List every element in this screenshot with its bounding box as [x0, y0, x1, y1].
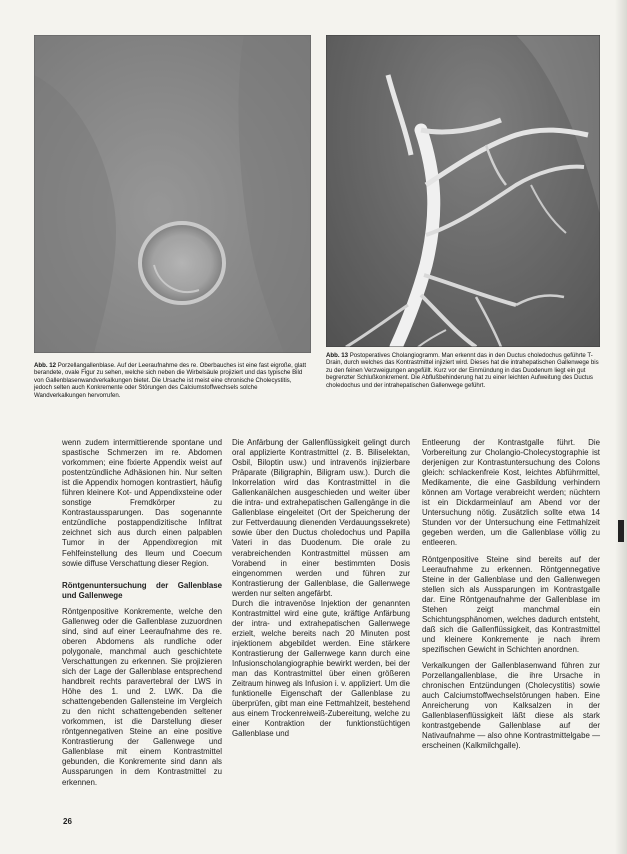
figure-13-caption-text: Postoperatives Cholangiogramm. Man erkennt das in den Ductus choledochus geführte T-Drain, durch welches das Kontrastmittel injiziert wird. Dieses hat die intrahepatischen Gallenwege bis zu den feinen Verzweigungen angefüllt. Kurz vor der Einmündung in das Duodenum liegt ein gut begrenzter Schlußkonkrement. Die Abflußbehinderung hat zu einer leichten Aufweitung des Ductus choledochus und der intrahepatischen Gallenwege geführt. — [326, 352, 599, 389]
figure-12-caption-text: Porzellangallenblase. Auf der Leeraufnahme des re. Oberbauches ist eine fast eigroße, glatt berandete, ovale Figur zu sehen, welche sich neben die Wirbelsäule projiziert und das typische Bild von Gallenblasenwandverkalkungen bietet. Die Ursache ist meist eine chronische Cholecystitis, jedoch selten auch Konkremente oder Störungen des Calciumstoffwechsels solche Wandverkalkungen hervorrufen. — [34, 362, 307, 399]
paragraph: Röntgenpositive Konkremente, welche den Gallenweg oder die Gallenblase zuzuordnen sind, sind auf einer Leeraufnahme des re. oberen Abdomens als rundliche oder polygonale, manchmal auch geschichtete Verschattungen zu erkennen. Sie projizieren sich der Lage der Gallenblase entsprechend handbreit rechts paravertebral der LWS in Höhe des 1. und 2. LWK. Da die schattengebenden Gallensteine im Vergleich zu den nicht schattengebenden seltener vorkommen, ist die Darstellung dieser röntgennegativen Steine an eine positive Kontrastierung der Gallenwege und Gallenblase mit einem Kontrastmittel gebunden, die Konkremente sind dann als Aussparungen in dem Kontrastmittel zu erkennen. — [62, 606, 222, 787]
scan-marker — [618, 520, 624, 542]
paragraph: Verkalkungen der Gallenblasenwand führen zur Porzellangallenblase, die ihre Ursache in chronischen Entzündungen (Cholecystitis) sowie auch Calciumstoffwechselstörungen haben. Eine Anreicherung von Kalksalzen in der Gallenblasenflüssigkeit läßt diese als stark kontrastgebende Gallenblase auf der Nativaufnahme — also ohne Kontrastmittelgabe — erscheinen (Kalkmilchgalle). — [422, 660, 600, 751]
figure-12-label: Abb. 12 — [34, 362, 57, 369]
text-column-1 — [62, 438, 222, 788]
scan-edge-shadow — [615, 0, 627, 854]
xray-image-porcelain-gallbladder — [34, 35, 311, 353]
xray-image-cholangiogram — [326, 35, 600, 347]
text-column-3 — [422, 438, 600, 751]
paragraph: Röntgenpositive Steine sind bereits auf der Leeraufnahme zu erkennen. Röntgennegative Steine in der Gallenblase und den Gallenwegen stellen sich als Aussparungen im Kontrastgalle dar. Eine Röntgenaufnahme der Gallenblase im Stehen zeigt manchmal ein Schichtungsphänomen, welches dadurch entsteht, daß sich die Gallenflüssigkeit, das Kontrastmittel und kleinere Konkremente je nach ihrem spezifischen Gewicht in Schichten anordnen. — [422, 554, 600, 654]
paragraph: wenn zudem intermittierende spontane und spastische Schmerzen im re. Abdomen vorkommen; eine fixierte Appendix weist auf postentzündliche Adhäsionen hin. Nur selten ist die Appendix homogen kontrastiert, häufig führen kleinere Kot- und Appendixsteine oder sonstige Fremdkörper zu Kontrastaussparungen. Das sogenannte entzündliche postappendizitische Infiltrat zeichnet sich aus durch einen palpablen Tumor in der Appendixregion mit Fehlfeinstellung des Ileum und Coecum sowie diffuse Verschattung dieser Region. — [62, 438, 222, 568]
figure-13-caption — [326, 352, 601, 389]
paragraph: Die Anfärbung der Gallenflüssigkeit gelingt durch oral applizierte Kontrastmittel (z. B. Biliselektan, Osbil, Biloptin usw.) und intravenös injizierbare Präparate (Biligraphin, Biligram usw.). Durch die Inkorrelation wird das Kontrastmittel in die Gallenkanälchen ausgeschieden und weiter über die intra- und extrahepatischen Gallengänge in die Gallenblase eingeleitet (Ort der Speicherung der zur Fettverdauung dienenden Verdauungssekrete) sowie über den Ductus choledochus und Papilla Vateri in das Duodenum. Die orale zu verabreichenden Kontrastmittel müssen am Vorabend in einer bestimmten Dosis eingenommen werden und führen zur Kontrastierung der Gallenblase, die Gallenwege werden nur selten angefärbt. — [232, 438, 410, 598]
paragraph: Entleerung der Kontrastgalle führt. Die Vorbereitung zur Cholangio-Cholecystographie ist derjenigen zur Kontrastuntersuchung des Colons gleich: schlackenfreie Kost, leichtes Abführmittel, Medikamente, die eine Gasbildung verhindern können am Vortage verabreicht werden; nüchtern ist ein Dickdarmeinlauf am Abend vor der Untersuchung nötig. Zusätzlich sollte etwa 14 Stunden vor der Untersuchung eine Fettmahlzeit gegeben werden, um die Gallenblase völlig zu entleeren. — [422, 438, 600, 548]
section-heading: Röntgenuntersuchung der Gallenblase und Gallenwege — [62, 580, 222, 600]
figure-13-label: Abb. 13 — [326, 352, 349, 359]
text-column-2 — [232, 438, 410, 739]
paragraph: Durch die intravenöse Injektion der genannten Kontrastmittel wird eine gute, kräftige Anfärbung der intra- und extrahepatischen Gallenwege erzielt, welche bereits nach 20 Minuten post injektionem abgebildet werden. Eine stärkere Kontrastierung der Gallenwege kann durch eine Infusionscholangiographie bewirkt werden, bei der man das Kontrastmittel über einen größeren Zeitraum hinweg als Infusion i. v. appliziert. Um die funktionelle Eigenschaft der Gallenblase zu überprüfen, gibt man eine Fettmahlzeit, bestehend aus einem Trockenreiweiß-Zubereitung, welche zu einer Kontraktion der funktionstüchtigen Gallenblase und — [232, 598, 410, 739]
page-number: 26 — [63, 817, 72, 826]
figure-12-caption — [34, 362, 311, 399]
